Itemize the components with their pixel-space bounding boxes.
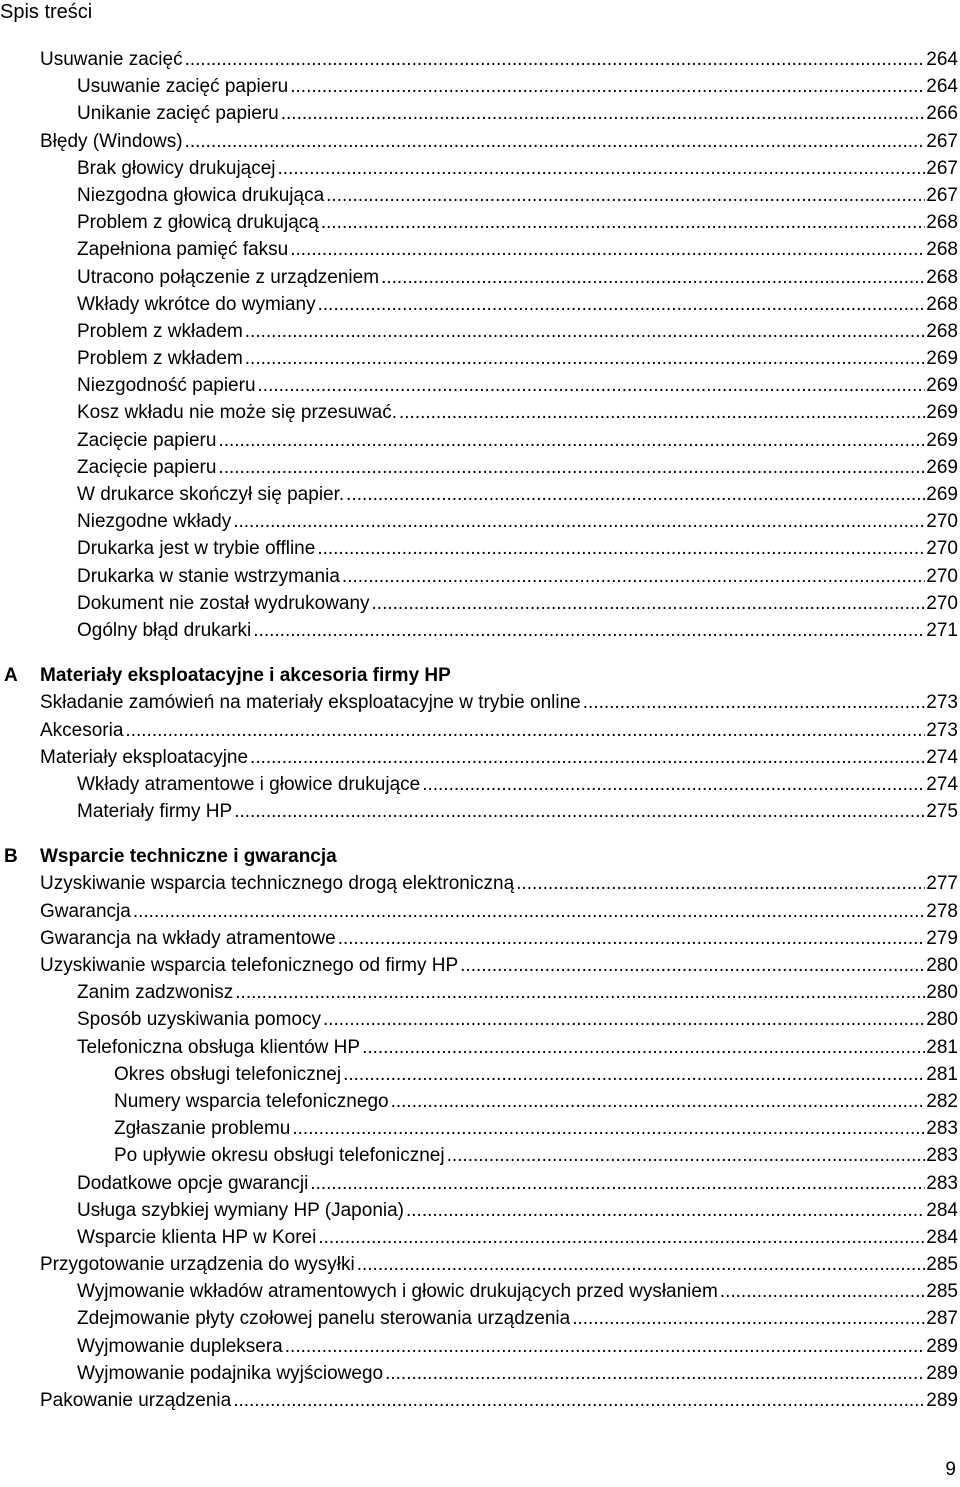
toc-dot-leader xyxy=(583,689,926,716)
toc-entry-title: Uzyskiwanie wsparcia technicznego drogą elektroniczną xyxy=(40,873,515,895)
toc-entry[interactable] xyxy=(0,372,960,399)
toc-entry[interactable] xyxy=(0,236,960,263)
toc-dot-leader xyxy=(310,1170,925,1197)
toc-entry[interactable] xyxy=(0,100,960,127)
toc-entry[interactable] xyxy=(0,1251,960,1278)
toc-entry-page: 275 xyxy=(926,801,958,823)
toc-entry-page: 269 xyxy=(926,348,958,370)
toc-entry-title: Pakowanie urządzenia xyxy=(40,1390,232,1411)
toc-dot-leader xyxy=(346,481,925,508)
toc-entry[interactable] xyxy=(0,481,960,508)
toc-entry-title: Niezgodność papieru xyxy=(77,375,256,397)
toc-entry-page: 280 xyxy=(926,982,958,1004)
toc-dot-leader xyxy=(185,128,926,155)
toc-dot-leader xyxy=(318,291,926,318)
toc-entry[interactable] xyxy=(0,209,960,236)
toc-dot-leader xyxy=(218,427,925,454)
toc-entry-page: 274 xyxy=(926,746,958,768)
toc-entry-title: Wyjmowanie dupleksera xyxy=(77,1335,283,1357)
toc-entry-page: 270 xyxy=(926,592,958,614)
toc-entry-title: Drukarka jest w trybie offline xyxy=(77,538,316,560)
toc-entry-page: 271 xyxy=(926,619,958,641)
toc-entry-page: 269 xyxy=(926,429,958,451)
toc-entry[interactable] xyxy=(0,1224,960,1251)
toc-entry-page: 279 xyxy=(926,927,958,949)
toc-entry-title: Telefoniczna obsługa klientów HP xyxy=(77,1036,361,1058)
toc-entry-page: 274 xyxy=(926,773,958,795)
toc-entry[interactable] xyxy=(0,1387,960,1414)
toc-dot-leader xyxy=(720,1278,926,1305)
toc-entry-title: Zacięcie papieru xyxy=(77,456,217,478)
toc-dot-leader xyxy=(321,209,925,236)
toc-dot-leader xyxy=(218,454,925,481)
toc-entry-title: Wkłady atramentowe i głowice drukujące xyxy=(77,773,421,795)
toc-entry-page: 285 xyxy=(926,1254,958,1276)
toc-entry-title: Problem z głowicą drukującą xyxy=(77,212,319,234)
toc-entry-page: 289 xyxy=(926,1390,958,1411)
toc-entry-page: 280 xyxy=(926,1009,958,1031)
toc-entry-title: Zdejmowanie płyty czołowej panelu sterowania urządzenia xyxy=(77,1308,571,1330)
toc-entry-page: 280 xyxy=(926,955,958,976)
toc-entry[interactable] xyxy=(0,563,960,590)
toc-dot-leader xyxy=(185,46,926,73)
toc-entry-page: 273 xyxy=(926,692,958,714)
toc-entry-page: 284 xyxy=(926,1199,958,1221)
toc-entry-page: 283 xyxy=(926,1118,958,1140)
toc-entry-page: 284 xyxy=(926,1226,958,1248)
toc-entry-title: Wyjmowanie wkładów atramentowych i głowic drukujących przed wysłaniem xyxy=(77,1281,718,1303)
toc-dot-leader xyxy=(572,1305,925,1332)
toc-entry-page: 273 xyxy=(926,719,958,741)
toc-entry[interactable] xyxy=(0,399,960,426)
toc-entry[interactable] xyxy=(0,1115,960,1142)
toc-dot-leader xyxy=(406,1197,925,1224)
toc-entry-page: 281 xyxy=(926,1036,958,1058)
toc-entry[interactable] xyxy=(0,744,960,771)
toc-dot-leader xyxy=(391,1088,926,1115)
toc-entry-title: Brak głowicy drukującej xyxy=(77,157,276,179)
toc-entry-page: 267 xyxy=(926,157,958,179)
toc-dot-leader xyxy=(338,925,926,952)
toc-entry[interactable] xyxy=(0,617,960,644)
toc-dot-leader xyxy=(323,1006,925,1033)
toc-dot-leader xyxy=(343,1061,925,1088)
toc-entry-page: 289 xyxy=(926,1362,958,1384)
toc-entry[interactable] xyxy=(0,717,960,744)
toc-entry-page: 270 xyxy=(926,511,958,533)
toc-entry[interactable] xyxy=(0,1360,960,1387)
toc-dot-leader xyxy=(281,100,926,127)
toc-entry[interactable] xyxy=(0,1278,960,1305)
toc-entry-page: 269 xyxy=(926,484,958,505)
toc-entry-title: Usuwanie zacięć papieru xyxy=(77,76,289,98)
toc-dot-leader xyxy=(399,399,925,426)
toc-entry[interactable] xyxy=(0,427,960,454)
toc-entry[interactable] xyxy=(0,1197,960,1224)
toc-dot-leader xyxy=(318,1224,925,1251)
toc-dot-leader xyxy=(233,1387,925,1414)
toc-dot-leader xyxy=(357,1251,926,1278)
toc-dot-leader xyxy=(447,1142,926,1169)
toc-dot-leader xyxy=(278,155,926,182)
toc-dot-leader xyxy=(342,563,925,590)
toc-entry-title: Po upływie okresu obsługi telefonicznej xyxy=(114,1145,445,1167)
toc-entry[interactable] xyxy=(0,318,960,345)
toc-dot-leader xyxy=(326,182,925,209)
toc-entry-title: Problem z wkładem xyxy=(77,320,243,342)
toc-entry[interactable] xyxy=(0,1305,960,1332)
toc-dot-leader xyxy=(125,717,925,744)
toc-entry-title: Zacięcie papieru xyxy=(77,429,217,451)
toc-dot-leader xyxy=(258,372,926,399)
toc-dot-leader xyxy=(422,771,925,798)
toc-dot-leader xyxy=(292,1115,925,1142)
toc-entry[interactable] xyxy=(0,771,960,798)
toc-entry[interactable] xyxy=(0,925,960,952)
toc-entry-page: 287 xyxy=(926,1308,958,1330)
toc-chapter-heading[interactable] xyxy=(0,843,960,870)
toc-entry-title: Gwarancja xyxy=(40,900,131,922)
toc-entry-title: Wyjmowanie podajnika wyjściowego xyxy=(77,1362,384,1384)
toc-entry-title: Kosz wkładu nie może się przesuwać. xyxy=(77,402,397,424)
toc-entry[interactable] xyxy=(0,1006,960,1033)
toc-dot-leader xyxy=(516,870,925,897)
toc-dot-leader xyxy=(317,535,925,562)
toc-entry-title: Usuwanie zacięć xyxy=(40,49,183,70)
toc-entry-title: Wsparcie klienta HP w Korei xyxy=(77,1226,317,1248)
toc-chapter-letter: A xyxy=(4,665,18,687)
toc-entry-title: Problem z wkładem xyxy=(77,348,243,370)
toc-entry[interactable] xyxy=(0,952,960,979)
toc-entry-page: 270 xyxy=(926,565,958,587)
toc-entry-page: 277 xyxy=(926,873,958,895)
toc-dot-leader xyxy=(285,1333,926,1360)
toc-entry-page: 283 xyxy=(926,1172,958,1194)
toc-entry-page: 285 xyxy=(926,1281,958,1303)
toc-entry-title: Materiały eksploatacyjne xyxy=(40,746,249,768)
toc-dot-leader xyxy=(250,744,925,771)
toc-entry-page: 268 xyxy=(926,212,958,234)
toc-entry-title: Zgłaszanie problemu xyxy=(114,1118,291,1140)
toc-entry-page: 267 xyxy=(926,184,958,206)
toc-entry[interactable] xyxy=(0,454,960,481)
toc-entry-title: Uzyskiwanie wsparcia telefonicznego od firmy HP xyxy=(40,955,459,976)
toc-dot-leader xyxy=(460,952,925,979)
toc-entry-page: 269 xyxy=(926,456,958,478)
toc-entry-title: Materiały eksploatacyjne i akcesoria firmy HP xyxy=(40,665,451,687)
page-number: 9 xyxy=(945,1459,956,1480)
toc-entry[interactable] xyxy=(0,898,960,925)
toc-entry-title: Składanie zamówień na materiały eksploatacyjne w trybie online xyxy=(40,692,581,714)
toc-dot-leader xyxy=(234,798,925,825)
toc-entry-title: Niezgodne wkłady xyxy=(77,511,232,533)
toc-entry-page: 282 xyxy=(926,1090,958,1112)
toc-dot-leader xyxy=(133,898,925,925)
toc-dot-leader xyxy=(235,979,925,1006)
toc-entry[interactable] xyxy=(0,155,960,182)
toc-entry-page: 269 xyxy=(926,375,958,397)
toc-entry[interactable] xyxy=(0,182,960,209)
toc-entry[interactable] xyxy=(0,870,960,897)
toc-entry[interactable] xyxy=(0,979,960,1006)
toc-entry-page: 264 xyxy=(926,49,958,70)
toc-entry-title: Numery wsparcia telefonicznego xyxy=(114,1090,389,1112)
toc-entry-title: Utracono połączenie z urządzeniem xyxy=(77,266,380,288)
toc-entry[interactable] xyxy=(0,73,960,100)
toc-entry-page: 283 xyxy=(926,1145,958,1167)
toc-dot-leader xyxy=(290,73,925,100)
toc-entry-title: W drukarce skończył się papier. xyxy=(77,484,345,505)
toc-entry[interactable] xyxy=(0,46,960,73)
toc-entry-page: 267 xyxy=(926,130,958,152)
toc-chapter-letter: B xyxy=(4,846,18,868)
toc-entry-title: Wkłady wkrótce do wymiany xyxy=(77,293,316,315)
toc-entry-title: Dokument nie został wydrukowany xyxy=(77,592,370,614)
page-title: Spis treści xyxy=(0,1,93,23)
toc-entry[interactable] xyxy=(0,1333,960,1360)
toc-entry-title: Wsparcie techniczne i gwarancja xyxy=(40,846,337,868)
toc-entry-page: 268 xyxy=(926,266,958,288)
toc-entry[interactable] xyxy=(0,535,960,562)
toc-dot-leader xyxy=(381,264,925,291)
toc-entry-page: 264 xyxy=(926,76,958,98)
toc-entry-title: Zanim zadzwonisz xyxy=(77,982,234,1004)
toc-entry-page: 268 xyxy=(926,320,958,342)
toc-entry[interactable] xyxy=(0,1170,960,1197)
toc-entry-title: Usługa szybkiej wymiany HP (Japonia) xyxy=(77,1199,404,1221)
toc-entry-page: 278 xyxy=(926,900,958,922)
toc-chapter-heading[interactable] xyxy=(0,662,960,689)
toc-entry[interactable] xyxy=(0,798,960,825)
table-of-contents xyxy=(0,46,960,1414)
toc-entry[interactable] xyxy=(0,508,960,535)
toc-dot-leader xyxy=(245,345,926,372)
toc-entry[interactable] xyxy=(0,345,960,372)
toc-dot-leader xyxy=(290,236,925,263)
toc-entry[interactable] xyxy=(0,689,960,716)
toc-entry-title: Niezgodna głowica drukująca xyxy=(77,184,325,206)
toc-entry[interactable] xyxy=(0,1034,960,1061)
toc-entry-title: Gwarancja na wkłady atramentowe xyxy=(40,927,336,949)
toc-entry-title: Materiały firmy HP xyxy=(77,801,233,823)
toc-entry-title: Unikanie zacięć papieru xyxy=(77,103,279,125)
toc-dot-leader xyxy=(385,1360,925,1387)
toc-entry[interactable] xyxy=(0,1142,960,1169)
toc-dot-leader xyxy=(253,617,925,644)
toc-entry[interactable] xyxy=(0,1061,960,1088)
toc-entry-title: Błędy (Windows) xyxy=(40,130,183,152)
toc-dot-leader xyxy=(233,508,925,535)
toc-entry[interactable] xyxy=(0,590,960,617)
toc-entry[interactable] xyxy=(0,128,960,155)
toc-entry-page: 268 xyxy=(926,239,958,261)
toc-dot-leader xyxy=(362,1034,925,1061)
toc-entry[interactable] xyxy=(0,291,960,318)
toc-entry-page: 266 xyxy=(926,103,958,125)
toc-entry-page: 268 xyxy=(926,293,958,315)
toc-entry-title: Zapełniona pamięć faksu xyxy=(77,239,289,261)
toc-entry-page: 270 xyxy=(926,538,958,560)
toc-entry-page: 281 xyxy=(926,1063,958,1085)
toc-entry[interactable] xyxy=(0,264,960,291)
toc-entry-title: Ogólny błąd drukarki xyxy=(77,619,252,641)
toc-entry-title: Sposób uzyskiwania pomocy xyxy=(77,1009,321,1031)
toc-entry-title: Okres obsługi telefonicznej xyxy=(114,1063,342,1085)
toc-entry-page: 269 xyxy=(926,402,958,424)
toc-entry-title: Akcesoria xyxy=(40,719,124,741)
toc-entry-page: 289 xyxy=(926,1335,958,1357)
toc-entry[interactable] xyxy=(0,1088,960,1115)
toc-entry-title: Drukarka w stanie wstrzymania xyxy=(77,565,340,587)
toc-dot-leader xyxy=(372,590,926,617)
toc-entry-title: Przygotowanie urządzenia do wysyłki xyxy=(40,1254,355,1276)
toc-entry-title: Dodatkowe opcje gwarancji xyxy=(77,1172,309,1194)
toc-dot-leader xyxy=(245,318,926,345)
